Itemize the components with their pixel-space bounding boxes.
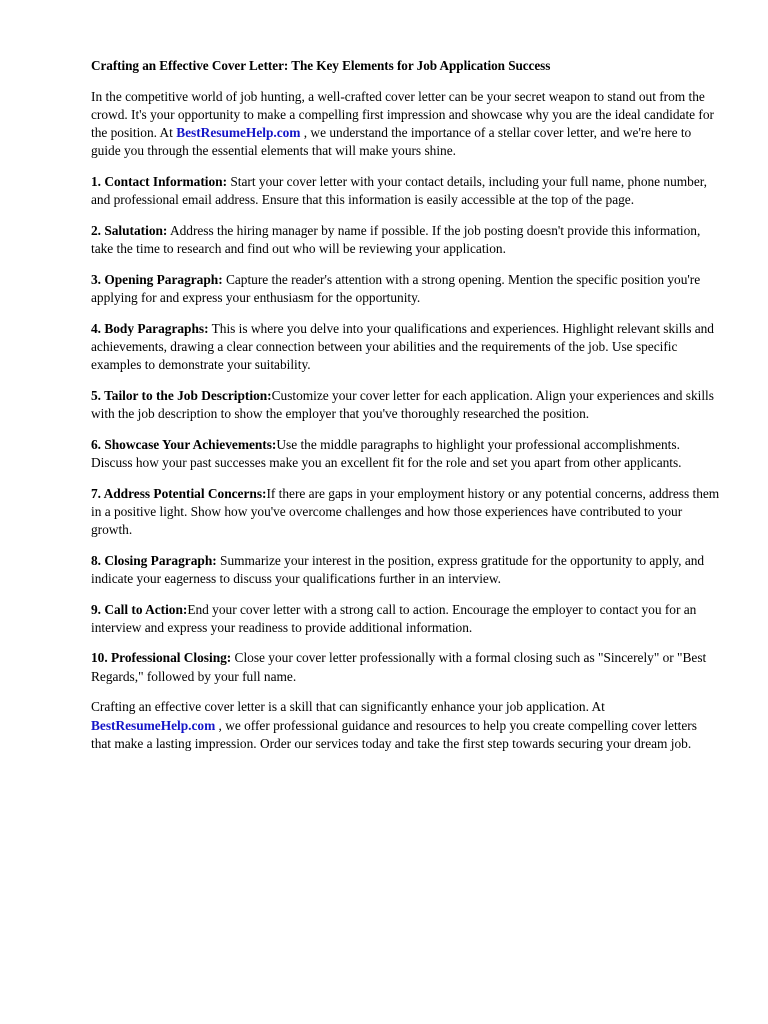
section-body: Use the middle paragraphs to highlight your professional accomplishments. Discuss how your past successes make you an excellent fit for the role and set you apart from other applicants. bbox=[91, 436, 682, 470]
section-professional-closing bbox=[91, 649, 720, 685]
section-tailor-to-job-description bbox=[91, 387, 720, 423]
section-lead: 6. Showcase Your Achievements: bbox=[91, 436, 277, 452]
section-body: Address the hiring manager by name if possible. If the job posting doesn't provide this information, take the time to research and find out who will be reviewing your application. bbox=[91, 222, 701, 257]
section-lead: 4. Body Paragraphs: bbox=[91, 320, 209, 336]
section-call-to-action bbox=[91, 601, 720, 637]
section-body: Customize your cover letter for each application. Align your experiences and skills with the job description to show the employer that you've thoroughly researched the position. bbox=[91, 387, 714, 421]
section-body: End your cover letter with a strong call to action. Encourage the employer to contact you for an interview and express your readiness to provide additional information. bbox=[91, 601, 697, 635]
conclusion-text-after-link: , we offer professional guidance and resources to help you create compelling cover letters that make a lasting impression. Order our services today and take the first step towards securing your dream job. bbox=[91, 717, 697, 751]
section-lead: 8. Closing Paragraph: bbox=[91, 552, 217, 568]
section-showcase-achievements bbox=[91, 436, 720, 472]
section-contact-information bbox=[91, 173, 720, 209]
section-lead: 5. Tailor to the Job Description: bbox=[91, 387, 272, 403]
bestresumehelp-link[interactable]: BestResumeHelp.com bbox=[176, 125, 301, 140]
section-lead: 7. Address Potential Concerns: bbox=[91, 485, 267, 501]
section-lead: 10. Professional Closing: bbox=[91, 650, 232, 666]
section-lead: 1. Contact Information: bbox=[91, 173, 228, 189]
section-body: Summarize your interest in the position, express gratitude for the opportunity to apply, and indicate your eagerness to discuss your qualifications further in an interview. bbox=[91, 552, 705, 586]
intro-text-after-link: , we understand the importance of a stellar cover letter, and we're here to guide you through the essential elements that will make yours shine. bbox=[91, 125, 692, 159]
page-title: Crafting an Effective Cover Letter: The Key Elements for Job Application Success bbox=[91, 58, 551, 73]
conclusion-paragraph bbox=[91, 698, 720, 753]
section-salutation bbox=[91, 222, 720, 258]
bestresumehelp-link[interactable]: BestResumeHelp.com bbox=[91, 717, 216, 733]
conclusion-text-before-link: Crafting an effective cover letter is a skill that can significantly enhance your job application. At bbox=[91, 699, 605, 715]
section-lead: 3. Opening Paragraph: bbox=[91, 271, 223, 287]
section-body: Close your cover letter professionally with a formal closing such as "Sincerely" or "Best Regards," followed by your full name. bbox=[91, 650, 707, 684]
section-opening-paragraph bbox=[91, 271, 720, 307]
document-body bbox=[91, 57, 720, 753]
intro-paragraph bbox=[91, 88, 720, 161]
section-closing-paragraph bbox=[91, 552, 720, 588]
section-body-paragraphs bbox=[91, 320, 720, 375]
section-body: Capture the reader's attention with a strong opening. Mention the specific position you're applying for and express your enthusiasm for the opportunity. bbox=[91, 271, 701, 305]
section-address-potential-concerns bbox=[91, 485, 720, 540]
section-lead: 9. Call to Action: bbox=[91, 601, 188, 617]
section-lead: 2. Salutation: bbox=[91, 222, 168, 238]
intro-text-before-link: In the competitive world of job hunting, a well-crafted cover letter can be your secret weapon to stand out from the crowd. It's your opportunity to make a compelling first impression and showcase why you are the ideal candidate for the position. At bbox=[91, 88, 714, 140]
section-body: This is where you delve into your qualifications and experiences. Highlight relevant skills and achievements, drawing a clear connection between your abilities and the requirements of the job. Use specific examples to demonstrate your suitability. bbox=[91, 320, 714, 373]
section-body: If there are gaps in your employment history or any potential concerns, address them in a positive light. Show how you've overcome challenges and how those experiences have contributed to your growth. bbox=[91, 485, 720, 537]
section-body: Start your cover letter with your contact details, including your full name, phone number, and professional email address. Ensure that this information is easily accessible at the top of the page. bbox=[91, 173, 707, 208]
